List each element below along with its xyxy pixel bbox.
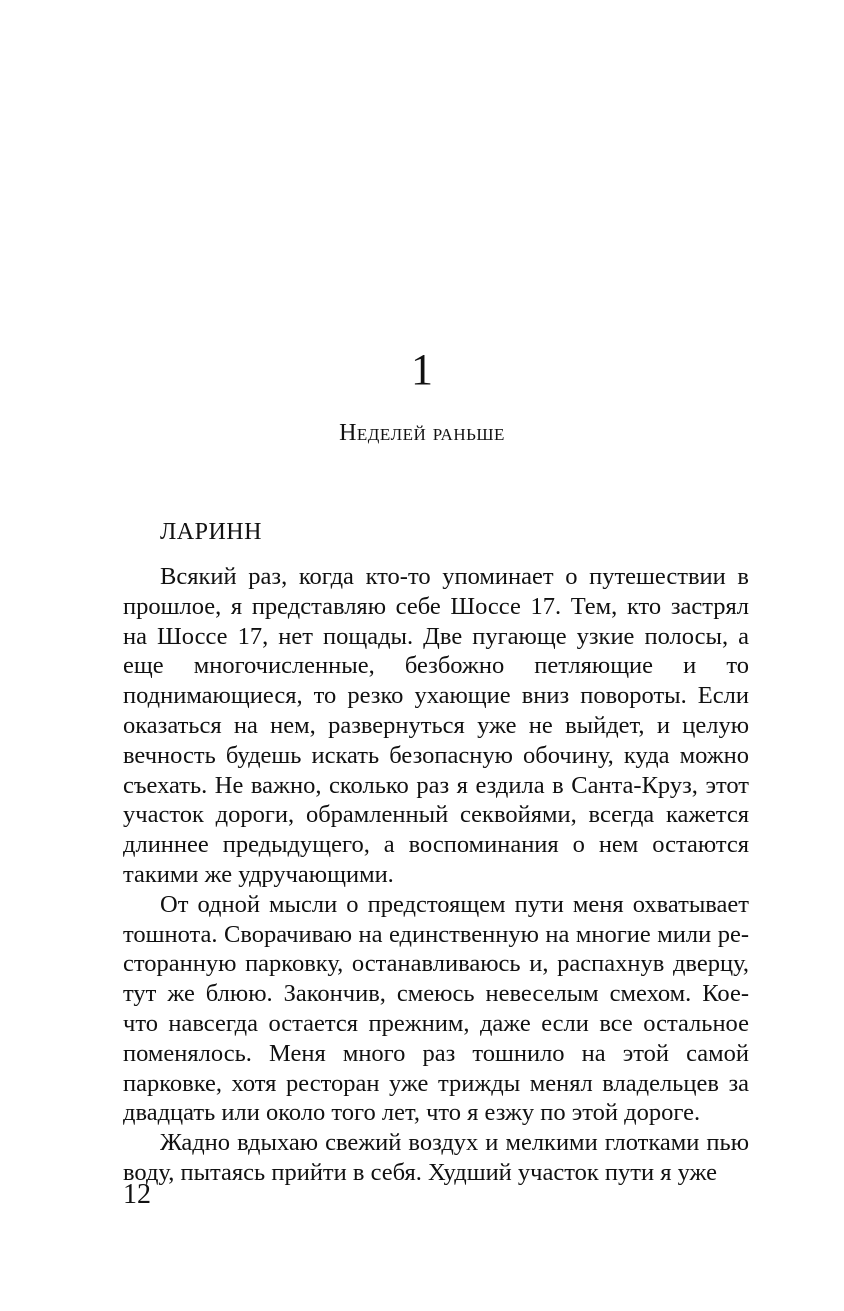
chapter-number: 1	[411, 345, 433, 394]
paragraph: Всякий раз, когда кто-то упоминает о путешествии в прошлое, я представляю себе Шоссе 17. Тем, кто застрял на Шоссе 17, нет пощады. Две пугающе узкие полосы, а еще многочисленные, безбожно петляющие и то поднимающиеся, то резко ухающие вниз повороты. Если оказаться на нем, развернуться уже не выйдет, и целую вечность будешь искать безопасную обочину, куда можно съехать. Не важно, сколько раз я ездила в Санта-Круз, этот участок дороги, обрамленный секвойями, всегда кажется длиннее предыдущего, а воспоминания о нем остаются такими же удручающими.	[123, 563, 749, 888]
section-heading: ЛАРИНН	[160, 519, 262, 545]
paragraph: Жадно вдыхаю свежий воздух и мелкими глотками пью воду, пытаясь прийти в себя. Худший участок пути я уже	[123, 1129, 749, 1186]
body-text	[123, 562, 749, 1188]
paragraph: От одной мысли о предстоящем пути меня охватывает тошнота. Сворачиваю на единственную на многие мили ресторанную парковку, останавливаюсь и, распахнув дверцу, тут же блюю. Закончив, смеюсь невеселым смехом. Кое-что навсегда остается прежним, даже если все остальное поменялось. Меня много раз тошнило на этой самой парковке, хотя ресторан уже трижды менял владельцев за двадцать или около того лет, что я езжу по этой дороге.	[123, 890, 749, 1127]
chapter-subtitle: Неделей раньше	[339, 420, 505, 446]
page-number: 12	[123, 1179, 151, 1210]
